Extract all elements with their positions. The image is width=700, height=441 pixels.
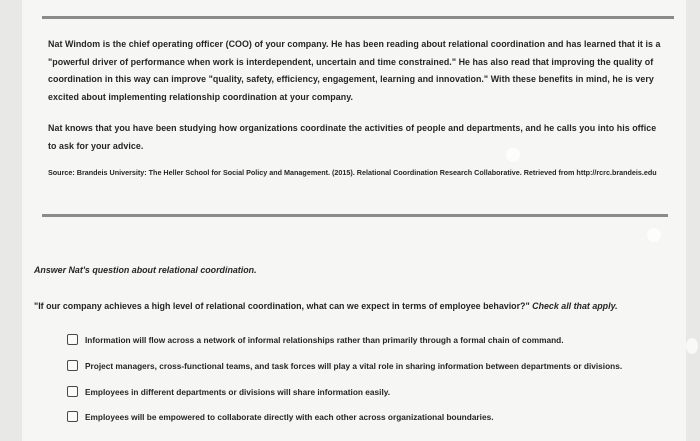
checkbox-2[interactable] — [67, 360, 78, 371]
option-label-1: Information will flow across a network of informal relationships rather than primarily through a formal chain of command. — [85, 334, 564, 345]
checkbox-1[interactable] — [67, 334, 78, 345]
scenario-paragraph-1: Nat Windom is the chief operating officer (COO) of your company. He has been reading about relational coordination and has learned that it is a "powerful driver of performance when work is interdependent, uncertain and time constrained." He has also read that improving the quality of coordination in this way can improve "quality, safety, efficiency, engagement, learning and innovation." With these benefits in mind, he is very excited about implementing relationship coordination at your company. — [48, 39, 661, 102]
option-informal-network[interactable] — [67, 334, 564, 345]
source-label: Source: — [48, 168, 75, 177]
option-project-managers[interactable] — [67, 360, 622, 371]
scenario-paragraph-2: Nat knows that you have been studying how organizations coordinate the activities of people and departments, and he calls you into his office to ask for your advice. — [48, 123, 657, 151]
option-label-3: Employees in different departments or divisions will share information easily. — [85, 386, 391, 397]
screen-glare — [506, 148, 520, 162]
question-text — [34, 301, 618, 311]
screen-glare — [647, 228, 661, 242]
option-empowered-collaborate[interactable] — [67, 411, 494, 422]
checkbox-4[interactable] — [67, 411, 78, 422]
source-text: Brandeis University: The Heller School for Social Policy and Management. (2015). Relational Coordination Research Collaborative. Retrieved from http://rcrc.brandeis.edu — [74, 168, 657, 177]
top-divider — [42, 16, 674, 19]
question-quote: "If our company achieves a high level of relational coordination, what can we expect in terms of employee behavior?" — [34, 301, 530, 311]
source-citation — [48, 165, 664, 180]
section-divider — [42, 214, 668, 217]
question-note: Check all that apply. — [529, 301, 618, 311]
screen-glare — [686, 338, 698, 354]
option-share-information[interactable] — [67, 386, 390, 397]
answer-instruction: Answer Nat's question about relational coordination. — [34, 265, 257, 275]
checkbox-3[interactable] — [67, 386, 78, 397]
option-label-4: Employees will be empowered to collaborate directly with each other across organizational boundaries. — [85, 411, 494, 422]
option-label-2: Project managers, cross-functional teams, and task forces will play a vital role in sharing information between departments or divisions. — [85, 360, 623, 371]
